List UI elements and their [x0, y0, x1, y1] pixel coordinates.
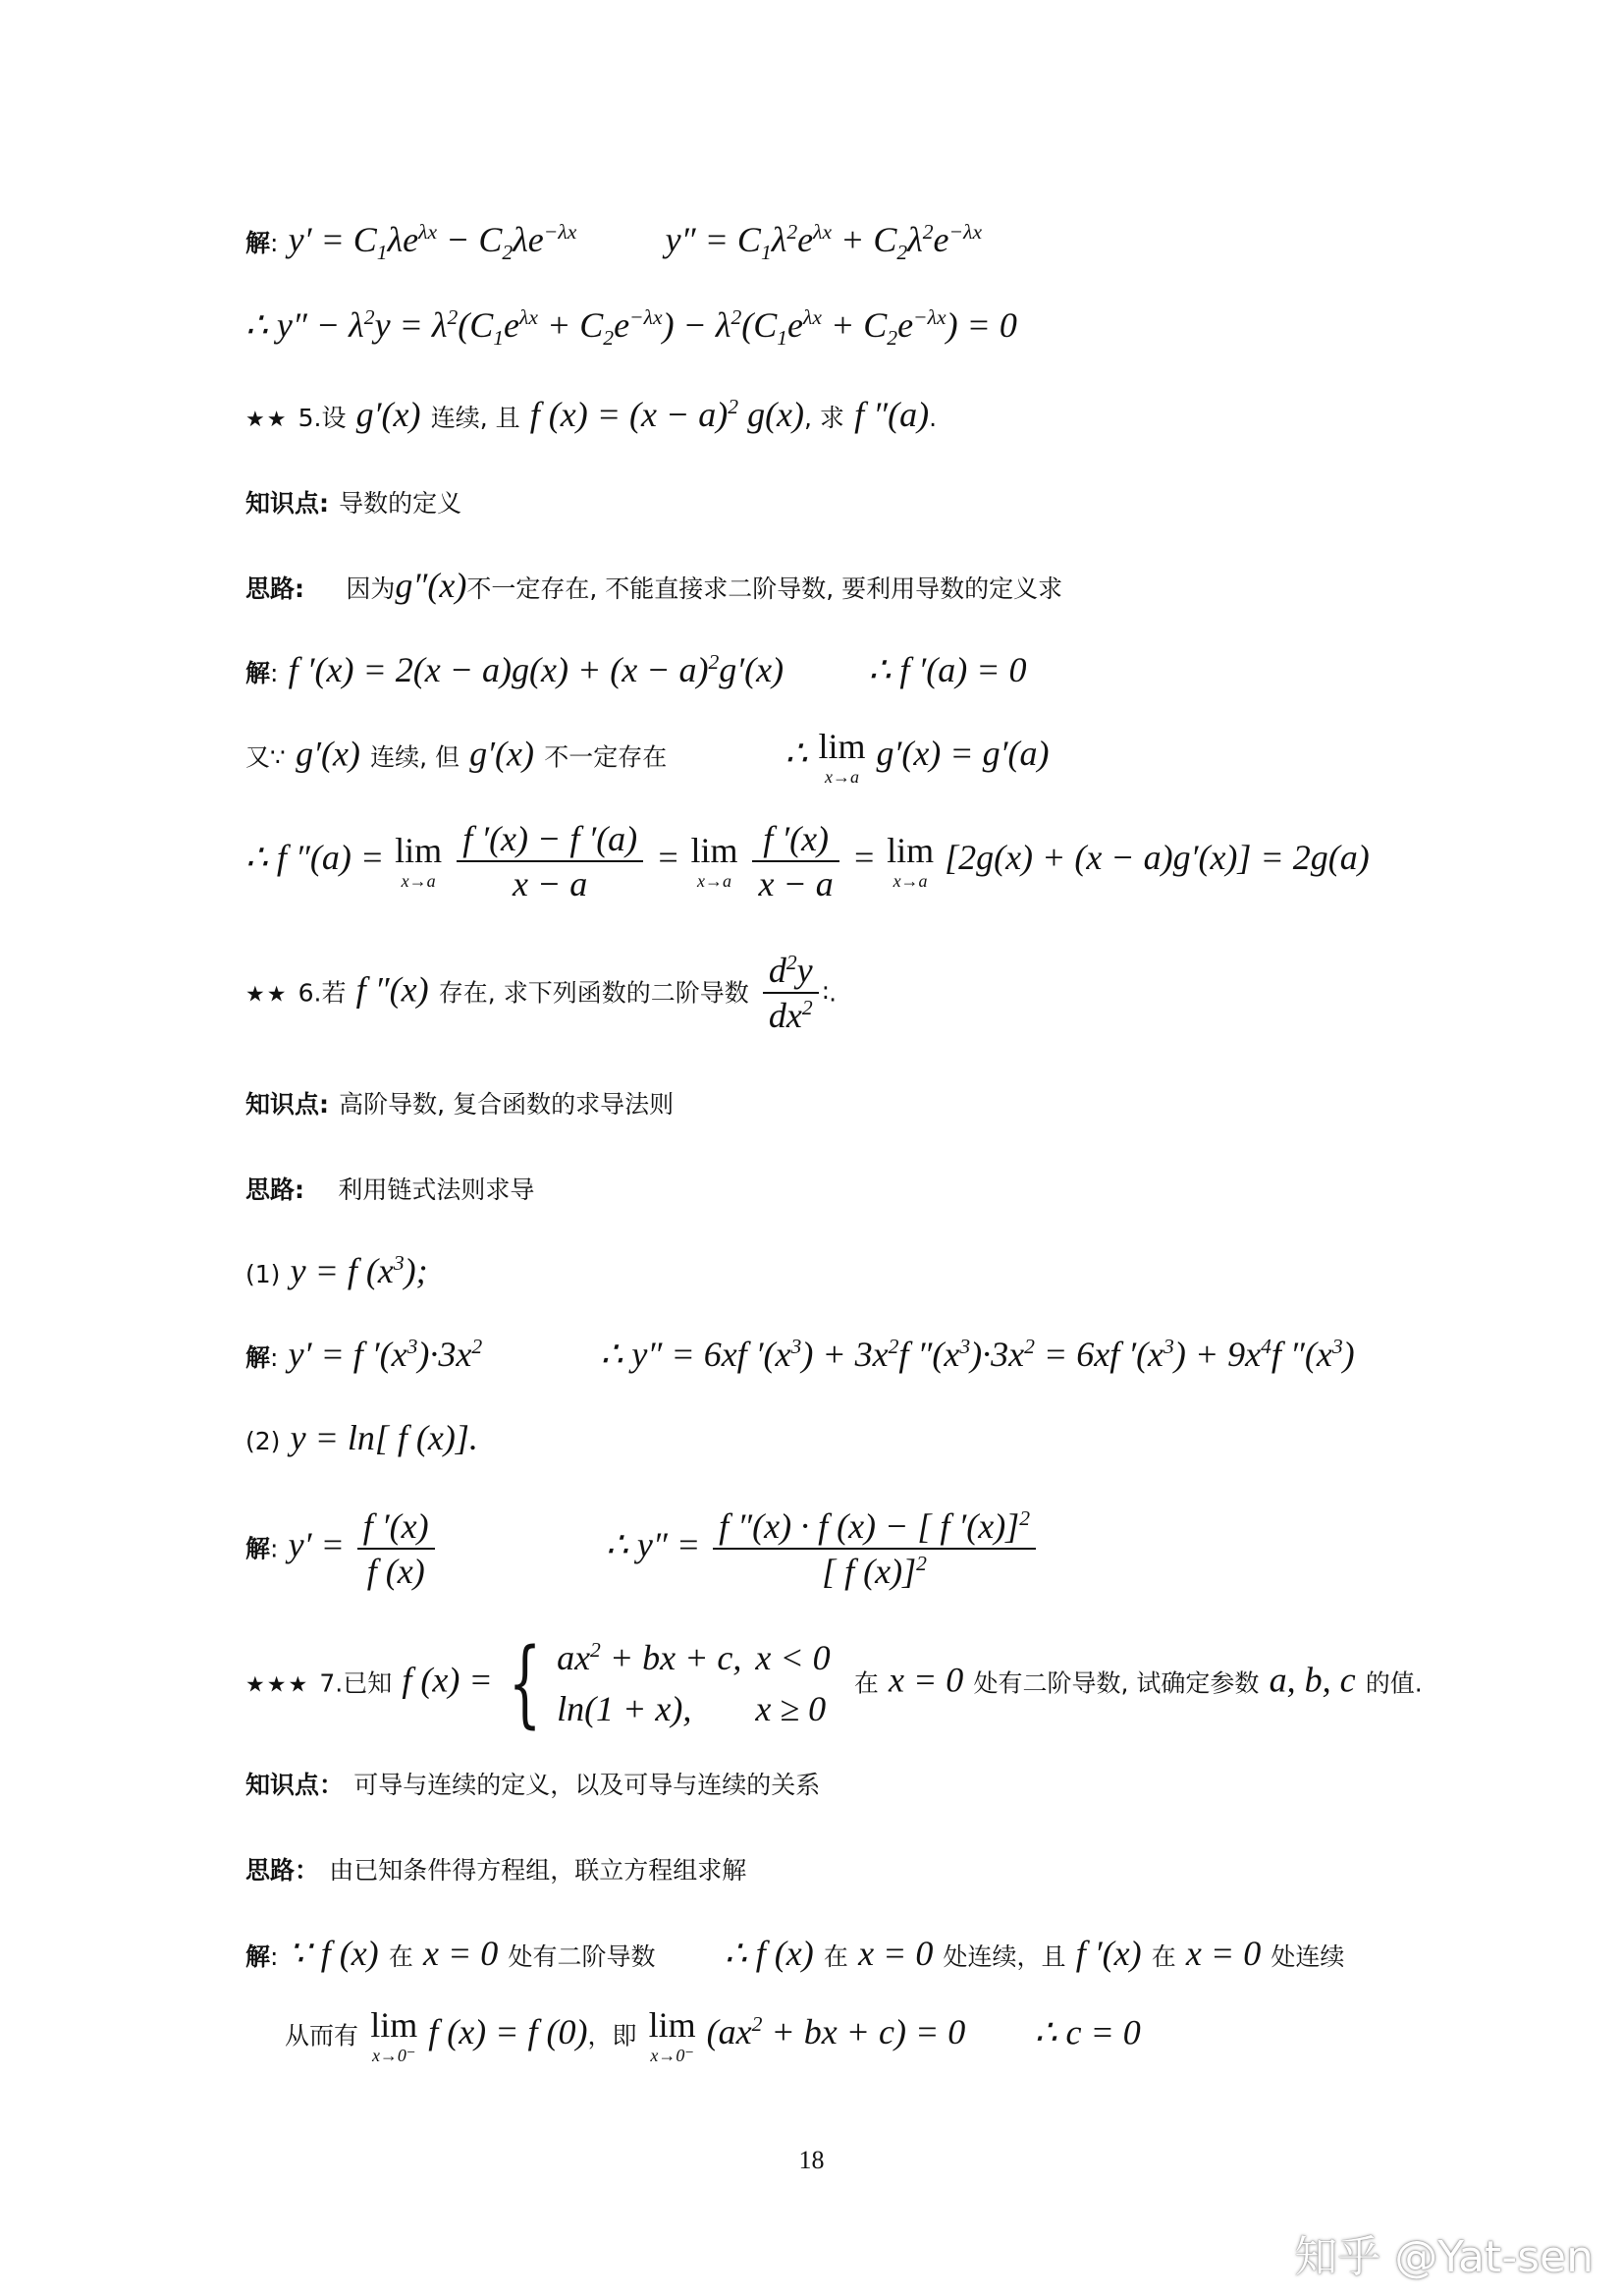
piecewise-cases: $ax^2$ + bx + c, x < 0 ln(1 + x), x ≥ 0 — [557, 1638, 831, 1728]
problem-7-solution-a: 解: ∵ f (x) 在 x = 0 处有二阶导数 ∴ f (x) 在 x = 0 处连续，且 f ′(x) 在 x = 0 处连续 — [245, 1934, 1345, 1973]
solution-line-1: 解: $y' = C_1\lambda e^{\lambda x} - C_2\lambda e^{-\lambda x}$ $y'' = C_1\lambda^2e^{\lambda x} + C_2\lambda^2e^{-\lambda x}$ — [245, 220, 983, 265]
formula-y-double-prime: $y'' = C_1\lambda^2e^{\lambda x} + C_2\lambda^2e^{-\lambda x}$ — [665, 220, 983, 265]
problem-6-statement: ★★ 6.若 f ″(x) 存在, 求下列函数的二阶导数 $\frac{d^2y}{dx^2}$ ∶. — [245, 951, 838, 1035]
problem-6-s1: 解: y′ = f $'(x^3)\cdot 3x^2$ ∴ y″ = 6xf $'(x^3) + 3x^2f$ $''(x^3)\cdot 3x^2 = 6xf$ $'(x^3) + 9x^4f$ $''(x^3)$ — [245, 1335, 1355, 1374]
solution-label: 解 — [245, 229, 271, 257]
problem-5-final: ∴ f ″(a) = lim x→a $\frac{f '(x) - f '(a)}{x - a}$ = lim x→a $\frac{f '(x)}{x - a}$ = lim x→a [2g(x) + (x − a)g′(x)] = 2g(a) — [245, 819, 1370, 903]
watermark: 知乎 @Yat-sen — [1294, 2232, 1594, 2282]
formula-verification: ∴ $y'' - \lambda^2y = \lambda^2(C_1e^{\lambda x} + C_2e^{-\lambda x}) - \lambda^2(C_1e^{\lambda x} + C_2e^{-\lambda x}) = 0$ — [245, 305, 1017, 351]
problem-7-statement: ★★★ 7.已知 f (x) = { $ax^2$ + bx + c, x < 0 ln(1 + x), x ≥ 0 在 x = 0 处有二阶导数, 试确定参数 a, b, c 的值. — [245, 1628, 1423, 1738]
problem-6-s2: 解: y′ = $\frac{f '(x)}{f (x)}$ ∴ y″ = $\frac{f ''(x) \cdot f (x) - [ f '(x)]^2}{[ f (x)]^2}$ — [245, 1504, 1040, 1593]
problem-7-solution-b: 从而有 lim x→0⁻ f (x) = f (0)，即 lim x→0⁻ ($ax^2$ + bx + c) = 0 ∴ c = 0 — [285, 2005, 1141, 2065]
problem-5-statement: ★★ 5.设 g′(x) 连续, 且 f $(x) = (x - a)^2$ g(x), 求 f ″(a). — [245, 395, 938, 434]
problem-5-solution-1: 解: f $'(x) = 2(x - a)g(x) + (x - a)^2g'(x)$ ∴ f ′(a) = 0 — [245, 650, 1027, 689]
cases-brace: { — [508, 1628, 542, 1738]
problem-6-knowledge: 知识点: 高阶导数, 复合函数的求导法则 — [245, 1090, 675, 1119]
problem-6-q2: (2) y = ln[ f (x)]. — [245, 1418, 478, 1457]
problem-7-knowledge: 知识点： 可导与连续的定义，以及可导与连续的关系 — [245, 1771, 821, 1799]
solution-line-2 — [245, 303, 1017, 351]
difficulty-stars: ★★ — [245, 408, 289, 432]
problem-5-also: 又∵ g′(x) 连续, 但 g′(x) 不一定存在 ∴ lim x→a g′(x) = g′(a) — [245, 727, 1050, 787]
formula-y-prime: $y' = C_1\lambda e^{\lambda x} - C_2\lambda e^{-\lambda x}$ — [288, 220, 577, 265]
problem-5-idea: 思路: 因为g″(x)不一定存在, 不能直接求二阶导数, 要利用导数的定义求 — [245, 566, 1063, 605]
problem-7-idea: 思路： 由已知条件得方程组，联立方程组求解 — [245, 1856, 747, 1885]
problem-6-q1: (1) y = f $(x^3)$; — [245, 1251, 428, 1290]
problem-5-knowledge: 知识点: 导数的定义 — [245, 489, 462, 518]
page-number: 18 — [798, 2146, 825, 2174]
problem-6-idea: 思路: 利用链式法则求导 — [245, 1175, 535, 1204]
